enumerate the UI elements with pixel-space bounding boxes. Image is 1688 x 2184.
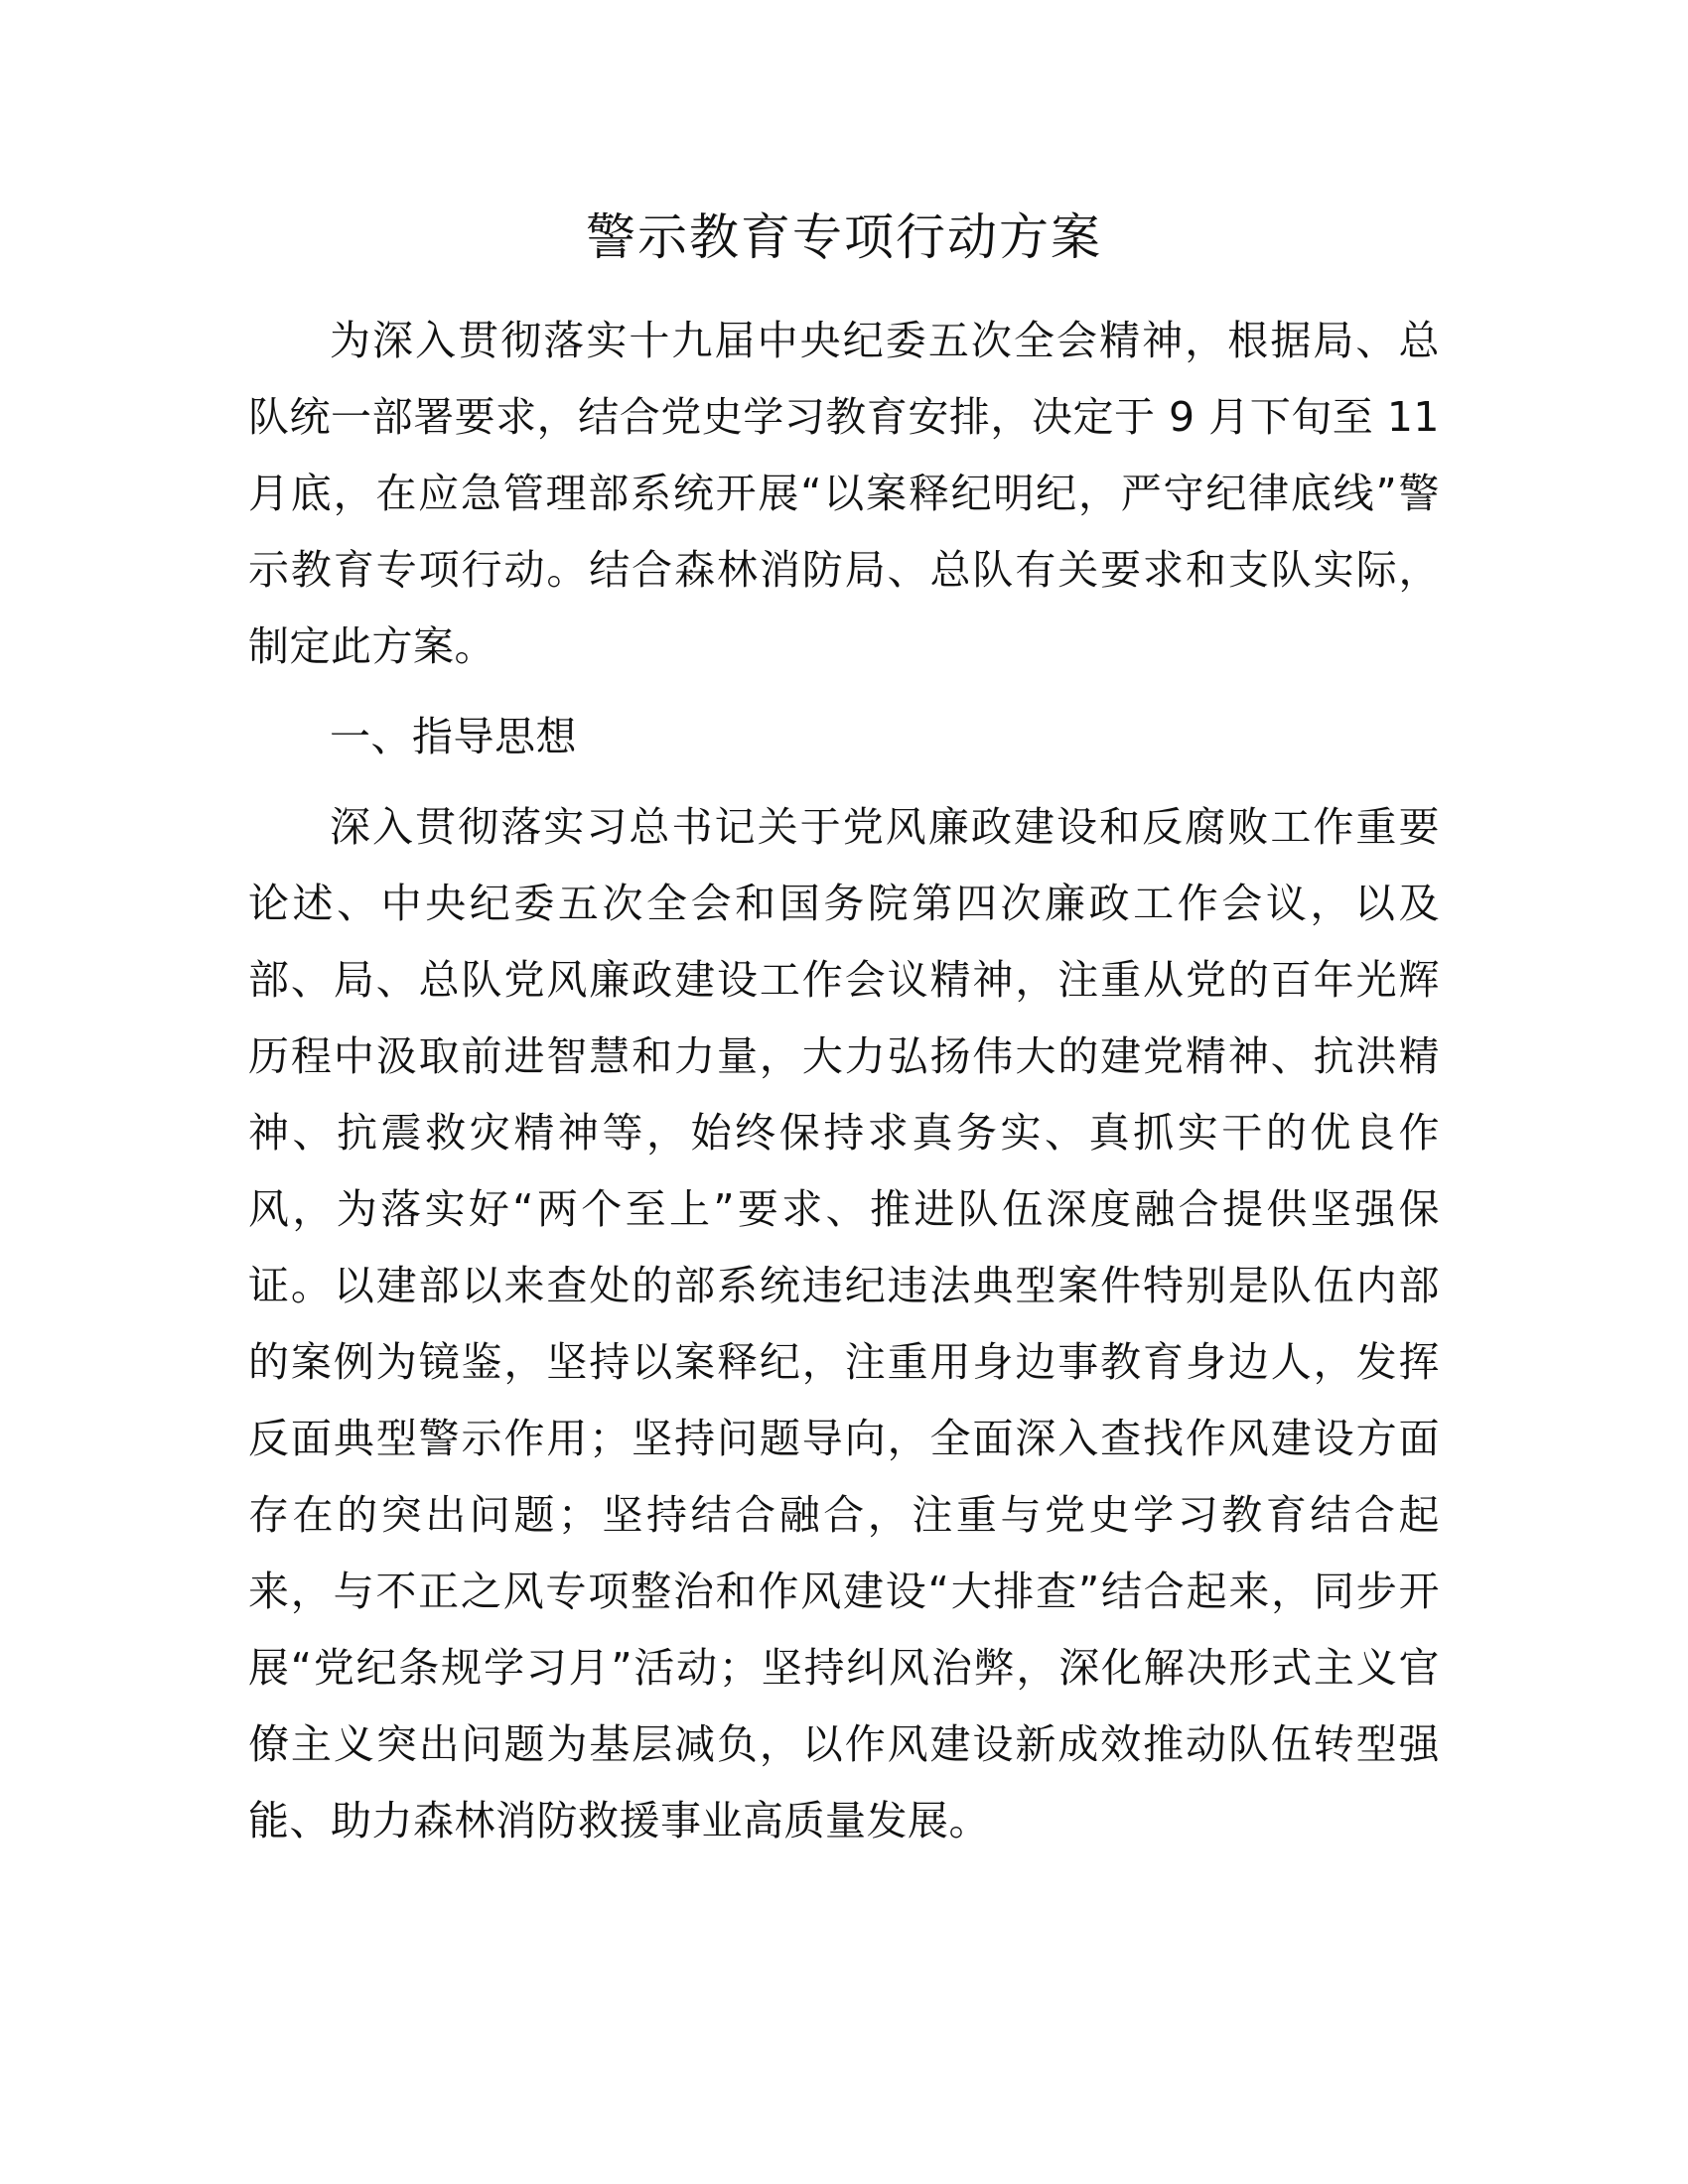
intro-paragraph: 为深入贯彻落实十九届中央纪委五次全会精神，根据局、总队统一部署要求，结合党史学习教育安排，决定于 9 月下旬至 11 月底，在应急管理部系统开展“以案释纪明纪，严守纪律底线”警示教育专项行动。结合森林消防局、总队有关要求和支队实际，制定此方案。	[248, 317, 1440, 670]
document-body	[248, 194, 1440, 1873]
document-title: 警示教育专项行动方案	[586, 208, 1102, 266]
guiding-ideology-paragraph: 深入贯彻落实习总书记关于党风廉政建设和反腐败工作重要论述、中央纪委五次全会和国务院第四次廉政工作会议，以及部、局、总队党风廉政建设工作会议精神，注重从党的百年光辉历程中汲取前进智慧和力量，大力弘扬伟大的建党精神、抗洪精神、抗震救灾精神等，始终保持求真务实、真抓实干的优良作风，为落实好“两个至上”要求、推进队伍深度融合提供坚强保证。以建部以来查处的部系统违纪违法典型案件特别是队伍内部的案例为镜鉴，坚持以案释纪，注重用身边事教育身边人，发挥反面典型警示作用；坚持问题导向，全面深入查找作风建设方面存在的突出问题；坚持结合融合，注重与党史学习教育结合起来，与不正之风专项整治和作风建设“大排查”结合起来，同步开展“党纪条规学习月”活动；坚持纠风治弊，深化解决形式主义官僚主义突出问题为基层减负，以作风建设新成效推动队伍转型强能、助力森林消防救援事业高质量发展。	[248, 803, 1440, 1844]
section-heading-guiding-ideology: 一、指导思想	[330, 713, 577, 760]
